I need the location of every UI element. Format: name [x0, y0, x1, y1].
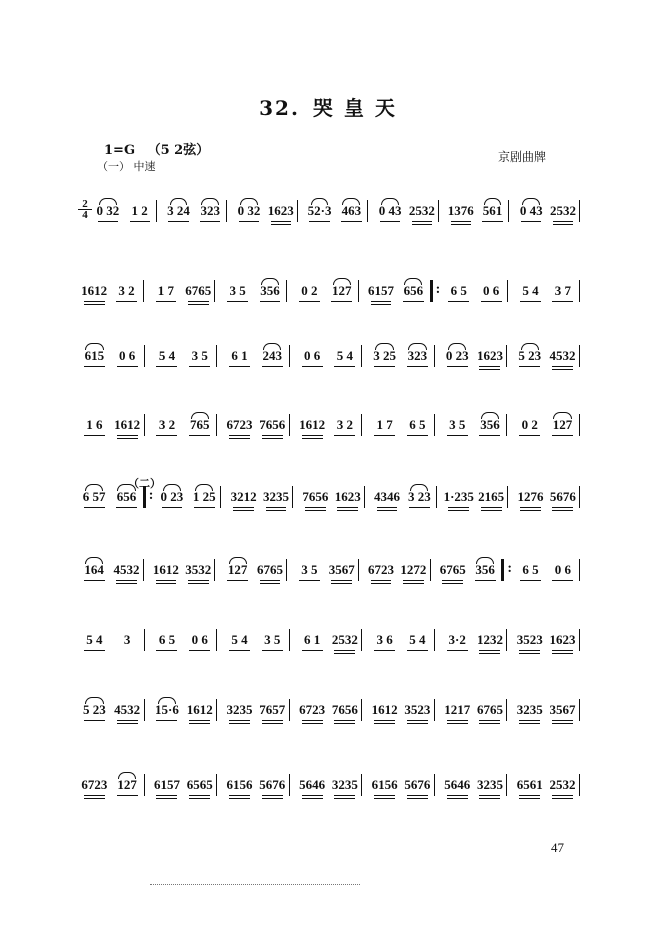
note-group: 3	[123, 632, 131, 647]
note-group: 3212	[227, 489, 259, 512]
barline	[216, 414, 223, 436]
note-group: 0 6	[475, 283, 507, 306]
note-group: 0 23	[156, 489, 188, 512]
barline	[506, 699, 513, 721]
notation-line-6	[78, 555, 586, 585]
barline	[579, 414, 586, 436]
notation-line-1	[78, 196, 586, 226]
scan-artifact	[150, 884, 360, 885]
note-group: 15·6	[151, 702, 184, 725]
note-group: 1612	[78, 283, 110, 306]
barline	[289, 345, 296, 367]
barline	[289, 629, 296, 651]
barline	[286, 559, 293, 581]
barline	[289, 699, 296, 721]
note-group: 5 23	[513, 348, 546, 371]
barline	[506, 774, 513, 796]
note-group: 6156	[223, 777, 256, 800]
note-group: 5 4	[151, 348, 184, 371]
barline	[144, 774, 151, 796]
note-group: 6765	[182, 283, 214, 306]
note-group: 0 6	[296, 348, 329, 371]
page-number: 47	[551, 840, 564, 855]
note-group: 6561	[513, 777, 546, 800]
note-group: 1276	[514, 489, 546, 512]
barline	[579, 486, 586, 508]
note-group: 1612	[111, 417, 144, 440]
barline	[286, 280, 293, 302]
string-tuning: （5 2弦）	[147, 143, 210, 158]
note-group: 5 4	[78, 632, 111, 655]
barline	[579, 200, 586, 222]
repeat-barline	[430, 280, 443, 302]
barline	[289, 774, 296, 796]
note-group: 1 25	[188, 489, 220, 512]
key-label: 1=G	[104, 143, 136, 158]
repeat-barline	[501, 559, 514, 581]
barline	[434, 774, 441, 796]
note-group: 1623	[546, 632, 579, 655]
barline	[434, 629, 441, 651]
note-group: 5 4	[514, 283, 546, 306]
note-group: 52·3	[304, 203, 336, 226]
note-group: 5676	[401, 777, 434, 800]
note-group: 0 6	[547, 562, 579, 585]
note-group: 6723	[78, 777, 111, 800]
piece-number: 32.	[259, 96, 300, 120]
note-group: 7657	[256, 702, 289, 725]
note-group: 0 43	[374, 203, 406, 226]
barline	[358, 280, 365, 302]
barline	[434, 414, 441, 436]
note-group: 3235	[513, 702, 546, 725]
note-group: 127	[221, 562, 253, 585]
note-group: 5 4	[223, 632, 256, 655]
barline	[144, 629, 151, 651]
barline	[292, 486, 299, 508]
note-group: 3567	[326, 562, 358, 585]
barline	[579, 699, 586, 721]
notation-line-2	[78, 276, 586, 306]
note-group: 5676	[547, 489, 579, 512]
note-group: 2165	[475, 489, 507, 512]
note-group: 0 6	[183, 632, 216, 655]
barline	[430, 559, 437, 581]
note-group: 1612	[183, 702, 216, 725]
barline	[506, 414, 513, 436]
note-group: 1·235	[443, 489, 475, 512]
note-group: 3 5	[293, 562, 325, 585]
note-group: 1 6	[78, 417, 111, 440]
note-group: 3 2	[110, 283, 142, 306]
barline	[506, 345, 513, 367]
note-group: 656	[397, 283, 429, 306]
barline	[508, 200, 515, 222]
notation-line-4	[78, 410, 586, 440]
note-group: 1376	[445, 203, 477, 226]
barline	[143, 559, 150, 581]
note-group: 561	[477, 203, 509, 226]
note-group: 6 57	[78, 489, 110, 512]
note-group: 3567	[546, 702, 579, 725]
note-group: 3 5	[183, 348, 216, 371]
note-group: 0 2	[513, 417, 546, 440]
barline	[216, 774, 223, 796]
note-group: 1272	[397, 562, 429, 585]
note-group: 5676	[256, 777, 289, 800]
note-group: 3 23	[403, 489, 435, 512]
note-group: 1623	[474, 348, 507, 371]
note-group: 5 23	[78, 702, 111, 725]
note-group: 7656	[256, 417, 289, 440]
barline	[220, 486, 227, 508]
note-group: 1232	[474, 632, 507, 655]
barline	[361, 345, 368, 367]
section-two-label: （二）	[128, 477, 161, 490]
piece-name: 哭 皇 天	[312, 96, 397, 120]
piece-title	[0, 92, 656, 121]
note-group: 6565	[183, 777, 216, 800]
barline	[438, 200, 445, 222]
notation-line-8	[78, 695, 586, 725]
time-signature-bottom: 4	[78, 209, 92, 220]
note-group: 4532	[110, 562, 142, 585]
note-group: 6 1	[223, 348, 256, 371]
barline	[144, 699, 151, 721]
note-group: 7656	[328, 702, 361, 725]
note-group: 6723	[223, 417, 256, 440]
note-group: 0 2	[293, 283, 325, 306]
note-group: 2532	[546, 777, 579, 800]
note-group: 6 5	[401, 417, 434, 440]
note-group: 765	[183, 417, 216, 440]
note-group: 1612	[296, 417, 329, 440]
time-signature-top: 2	[82, 198, 88, 210]
barline	[289, 414, 296, 436]
barline	[579, 280, 586, 302]
note-group: 3 25	[368, 348, 401, 371]
note-group: 6765	[474, 702, 507, 725]
barline	[358, 559, 365, 581]
note-group: 3·2	[441, 632, 474, 655]
note-group: 3 2	[328, 417, 361, 440]
note-group: 615	[78, 348, 111, 371]
note-group: 3523	[401, 702, 434, 725]
note-group: 3 5	[221, 283, 253, 306]
barline	[579, 629, 586, 651]
barline	[216, 699, 223, 721]
barline	[361, 629, 368, 651]
note-group: 3235	[328, 777, 361, 800]
barline	[507, 486, 514, 508]
note-group: 127	[111, 777, 144, 800]
note-group: 5 4	[328, 348, 361, 371]
note-group: 6 5	[514, 562, 546, 585]
note-group: 5 4	[401, 632, 434, 655]
barline	[216, 345, 223, 367]
note-group: 6 5	[151, 632, 184, 655]
note-group: 1217	[441, 702, 474, 725]
barline	[434, 345, 441, 367]
barline	[144, 414, 151, 436]
note-group: 463	[335, 203, 367, 226]
note-group: 0 43	[515, 203, 547, 226]
notation-line-9	[78, 770, 586, 800]
note-group: 127	[546, 417, 579, 440]
note-group: 164	[78, 562, 110, 585]
barline	[361, 699, 368, 721]
note-group: 1623	[265, 203, 297, 226]
note-group: 6765	[437, 562, 469, 585]
barline	[297, 200, 304, 222]
note-group: 6157	[151, 777, 184, 800]
barline	[226, 200, 233, 222]
barline	[361, 414, 368, 436]
barline	[507, 280, 514, 302]
barline	[434, 699, 441, 721]
note-group: 6156	[368, 777, 401, 800]
note-group: 6723	[365, 562, 397, 585]
note-group: 243	[256, 348, 289, 371]
note-group: 6 5	[443, 283, 475, 306]
barline	[367, 200, 374, 222]
note-group: 356	[254, 283, 286, 306]
note-group: 3532	[182, 562, 214, 585]
note-group: 5646	[296, 777, 329, 800]
section-one-label: （一） 中速	[97, 160, 156, 173]
note-group: 3 5	[441, 417, 474, 440]
notation-line-7	[78, 625, 586, 655]
note-group: 4532	[546, 348, 579, 371]
note-group: 2532	[328, 632, 361, 655]
barline	[156, 200, 163, 222]
note-group: 323	[401, 348, 434, 371]
note-group: 3 24	[163, 203, 195, 226]
barline	[216, 629, 223, 651]
note-group: 4532	[111, 702, 144, 725]
note-group: 356	[469, 562, 501, 585]
note-group: 3235	[474, 777, 507, 800]
note-group: 6 1	[296, 632, 329, 655]
notation-line-3	[78, 341, 586, 371]
barline	[361, 774, 368, 796]
note-group: 1612	[150, 562, 182, 585]
barline	[579, 345, 586, 367]
note-group: 3523	[513, 632, 546, 655]
note-group: 356	[474, 417, 507, 440]
note-group: 3 5	[256, 632, 289, 655]
time-signature	[78, 199, 92, 226]
note-group: 0 23	[441, 348, 474, 371]
origin-label: 京剧曲牌	[497, 150, 546, 164]
note-group: 0 6	[111, 348, 144, 371]
note-group: 3 6	[368, 632, 401, 655]
note-group: 1 7	[150, 283, 182, 306]
note-group: 6765	[254, 562, 286, 585]
barline	[143, 280, 150, 302]
note-group: 3235	[223, 702, 256, 725]
note-group: 1 2	[124, 203, 156, 226]
barline	[214, 280, 221, 302]
note-group: 323	[194, 203, 226, 226]
barline	[579, 774, 586, 796]
note-group: 0 32	[233, 203, 265, 226]
barline	[144, 345, 151, 367]
note-group: 0 32	[92, 203, 124, 226]
barline	[436, 486, 443, 508]
note-group: 2532	[547, 203, 579, 226]
note-group: 4346	[371, 489, 403, 512]
note-group: 1623	[332, 489, 364, 512]
note-group: 6157	[365, 283, 397, 306]
note-group: 2532	[406, 203, 438, 226]
note-group: 6723	[296, 702, 329, 725]
note-group: 127	[326, 283, 358, 306]
note-group: 7656	[299, 489, 331, 512]
key-signature	[104, 139, 209, 158]
barline	[214, 559, 221, 581]
note-group: 3 2	[151, 417, 184, 440]
note-group: 1612	[368, 702, 401, 725]
note-group: 3235	[260, 489, 292, 512]
note-group: 3 7	[547, 283, 579, 306]
note-group: 5646	[441, 777, 474, 800]
note-group: 656	[110, 489, 142, 512]
note-group: 1 7	[368, 417, 401, 440]
barline	[506, 629, 513, 651]
barline	[364, 486, 371, 508]
barline	[579, 559, 586, 581]
